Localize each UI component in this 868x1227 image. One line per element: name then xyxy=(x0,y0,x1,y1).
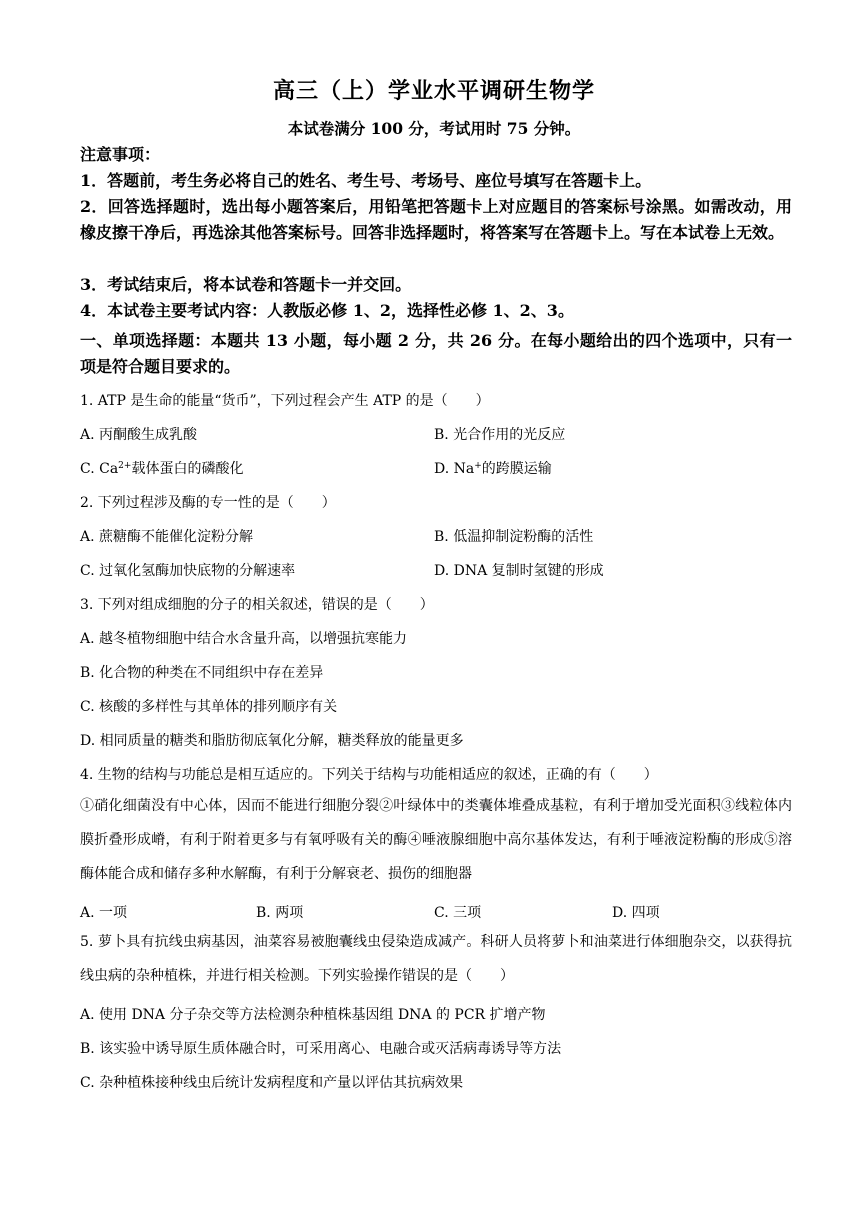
question-3-option-b: B. 化合物的种类在不同组织中存在差异 xyxy=(80,665,324,681)
notice-item-2: 2．回答选择题时，选出每小题答案后，用铅笔把答题卡上对应题目的答案标号涂黑。如需改动，用橡皮擦干净后，再选涂其他答案标号。回答非选择题时，将答案写在答题卡上。写在本试卷上无效。 xyxy=(80,197,792,242)
question-3-stem: 3. 下列对组成细胞的分子的相关叙述，错误的是（ ） xyxy=(80,597,434,613)
question-2-option-d: D. DNA 复制时氢键的形成 xyxy=(434,563,604,579)
question-2-option-a: A. 蔗糖酶不能催化淀粉分解 xyxy=(80,529,254,545)
question-1-stem: 1. ATP 是生命的能量“货币”，下列过程会产生 ATP 的是（ ） xyxy=(80,393,490,409)
notice-item-4: 4．本试卷主要考试内容：人教版必修 1、2，选择性必修 1、2、3。 xyxy=(80,301,574,320)
question-5-stem: 5. 萝卜具有抗线虫病基因，油菜容易被胞囊线虫侵染造成减产。科研人员将萝卜和油菜进行体细胞杂交，以获得抗线虫病的杂种植株，并进行相关检测。下列实验操作错误的是（ ） xyxy=(80,934,792,984)
question-2-option-c: C. 过氧化氢酶加快底物的分解速率 xyxy=(80,563,296,579)
question-4-option-d: D. 四项 xyxy=(612,905,660,921)
question-4-option-c: C. 三项 xyxy=(434,905,482,921)
question-5-option-b: B. 该实验中诱导原生质体融合时，可采用离心、电融合或灭活病毒诱导等方法 xyxy=(80,1041,562,1057)
question-4-option-b: B. 两项 xyxy=(256,905,304,921)
notice-item-3: 3．考试结束后，将本试卷和答题卡一并交回。 xyxy=(80,275,412,294)
question-4-stem: 4. 生物的结构与功能总是相互适应的。下列关于结构与功能相适应的叙述，正确的有（ ） xyxy=(80,767,658,783)
question-4-body: ①硝化细菌没有中心体，因而不能进行细胞分裂②叶绿体中的类囊体堆叠成基粒，有利于增加受光面积③线粒体内膜折叠形成嵴，有利于附着更多与有氧呼吸有关的酶④唾液腺细胞中高尔基体发达，有利于唾液淀粉酶的形成⑤溶酶体能合成和储存多种水解酶，有利于分解衰老、损伤的细胞器 xyxy=(80,798,792,882)
question-4-option-a: A. 一项 xyxy=(80,905,128,921)
notice-item-1: 1．答题前，考生务必将自己的姓名、考生号、考场号、座位号填写在答题卡上。 xyxy=(80,171,652,190)
question-2-stem: 2. 下列过程涉及酶的专一性的是（ ） xyxy=(80,495,336,511)
question-5-option-a: A. 使用 DNA 分子杂交等方法检测杂种植株基因组 DNA 的 PCR 扩增产物 xyxy=(80,1007,546,1023)
section-heading: 一、单项选择题：本题共 13 小题，每小题 2 分，共 26 分。在每小题给出的四个选项中，只有一项是符合题目要求的。 xyxy=(80,331,792,376)
question-3-option-c: C. 核酸的多样性与其单体的排列顺序有关 xyxy=(80,699,338,715)
question-1-option-d: D. Na+的跨膜运输 xyxy=(434,461,552,477)
notice-heading: 注意事项： xyxy=(80,145,161,164)
question-1-option-b: B. 光合作用的光反应 xyxy=(434,427,566,443)
question-2-option-b: B. 低温抑制淀粉酶的活性 xyxy=(434,529,594,545)
question-1-option-a: A. 丙酮酸生成乳酸 xyxy=(80,427,198,443)
question-1-option-c: C. $Ca^{2+}$载体蛋白的磷酸化 xyxy=(80,461,244,477)
question-3-option-a: A. 越冬植物细胞中结合水含量升高，以增强抗寒能力 xyxy=(80,631,408,647)
page-title: 高三（上）学业水平调研生物学 xyxy=(272,78,595,104)
page-subtitle: 本试卷满分 100 分，考试用时 75 分钟。 xyxy=(287,119,581,138)
question-3-option-d: D. 相同质量的糖类和脂肪彻底氧化分解，糖类释放的能量更多 xyxy=(80,733,464,749)
question-5-option-c: C. 杂种植株接种线虫后统计发病程度和产量以评估其抗病效果 xyxy=(80,1075,464,1091)
